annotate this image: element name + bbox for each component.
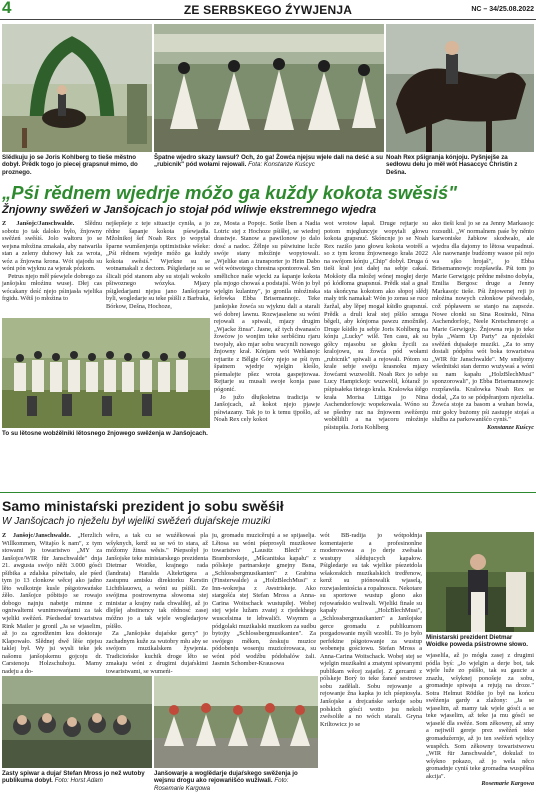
article2-column-5: wjaselila, až jo mógła zasej z drugimi pódla byś: „Jo wjelgin a derje bot, tak wjele luže zo pśišło, tak su gaucie a znazlu, wšyknej ponošeje za sobu, gromadnje spiwaju a rejują na droze." Sotra Helmut Rödike jo był na końcu swěźenja gardy a zlažony: „Ja se wjaselim, až mamy tak wjele gósći a se teke wjaselim, až teke ja mu gósći se wjaselé dla swěźe. Som zěkowny, až smy a nejiwiłl gereje prez swěźeń teke gromaduźernje, až jo ten swěźeń wjelicy wuspěch. Som zěkowny towaristwowu „WIR für Janschwalde", dokulaž to wšykno pokazo, až jo wela něco gromadnje cyniś teke gromadna wuspěšna akcija". Rosemarie Kargowa — [426, 652, 534, 788]
article1-column-5: ako tieši kral jo se za Jenny Markasojc rozsudił. „W normalnem paśe by něnto karwoniske žabkow skodwało, ale wjedra dla dajomy to lětosa wupadnuś. Ale naownanje budźomy wasoe pśi rejo wa sjko hrojaš", jo Ebba Brisemannowjc rozpšawiła. Pśi tom jo Marie Gerwigojc prědne městno dobyła, Emilia Bergosc druge a Jenny Markasojc tieše. Pśi žnjowenej reji jo młoźina nowych członkow pśiwodało, což pópławem se stanjo na zapsoźe. Nowe cłonki su Sina Rosinski, Nina Aschendorfojc, Neele Kretschmerojc a Marie Gerwigojc. Žnjowna reja jo teke była „Warm Up Party" za njeźelski swěźeń dujsakeje muziki. „Za to smy dostali pódpěra wót boka towaristwa „WIR für Janschwalde". My smějomy wšednitski stan dermo wużywaś a wóni su nam kapału „HolzBlechMusi" sponzorowali", jo Ebba Brisemannowjc rozpšawiła. Kralowka Noah Rex se dodał, „Za to se pódpěranjom njezielia. Žowća stoje za basom a wuhan bowla, mir gołcy bużomy pśi zastupje stojaś a služba za parkowanišćo cyniś." Konstanze Kuścyc — [432, 220, 534, 431]
article2-headline: Samo ministaŕski prezident jo sobu swěśił — [2, 498, 284, 514]
article1-subhead: Žnjowny swěźeń w Janšojcach jo stojał pód wliwje ekstremnego wjedra — [2, 204, 377, 216]
photo-credit: Foto: Horst Adam — [54, 777, 103, 785]
author-signature: Konstanze Kuścyc — [486, 423, 534, 431]
photo-credit: Foto: Rosemarie Kargowa — [154, 777, 289, 792]
article2-column-2: wěru, a tak cu se wuźěkowaś pla wšyknych, kenž su se wó to stara, až móžomy žinsa wěsis." Pśepsošył jo Janšojske teke ministarskego prezidenta Dietmar Woidke, krajnego rada (landrata) Haralda Altekrügera a zastupnu amtsku direktorku Kerstin Lichtblauowu, a wóni su pśišli. Ze swójima postrownyma słowoma stej ministar a krajny rada chwaliłej, až jo dlejšej abstinency tak rědnosć zasej móžno jo a tak wjele wogledarjow pśišło. Za „Janšojske dujaŕske gercy" jo zachadnym kuže za wutobry młu aby se swójom muzikalskem žywjenia. Tradiciońske kuchik droge lěto se zmakaju wóni z drugimi dujaŕskimi towaristwami, se wumeńi- — [106, 532, 208, 675]
photo-dancers-street — [154, 676, 318, 768]
photo-minister-speech — [426, 532, 534, 632]
section-divider — [0, 492, 536, 493]
article2-subhead: W Janšojcach jo nježelu był wjeliki swěźeń dujaŕskeje muziki — [2, 516, 271, 527]
photo-singer-crowd — [2, 676, 152, 768]
photo-group-participants — [2, 318, 210, 428]
photo-caption-singer: Zasty spiwar a dujaŕ Stefan Mross jo než wutoby publikuma dobył. Foto: Horst Adam — [2, 770, 145, 785]
article1-column-3: ze, Mosta a Popojc. Sotše lben a Nadia Lotric stej z Hochoze pśišłej, se wiedrej drastwje. Stanow a pawilonow jo dalo dosć a nadoc. Źělnje su pśiwiuine lu:že swóje stany młoźinje wopytowali. „Wjelike stan a transporter jo Hein Dabo wót wótwotego chrestna spontorował. Sm smělichce naše wjecki za šapanje kokota pla mjogo chowaś a podstajiś. Wón jo był wjelgin kulantny", jo gronila młoźinska šefowka Ebba Brisemannojc. Teke janšojske žowća su wjyknu dali a starali wó dobrej lawnu. Rozwjaselene su wóni rejowali a spiwali, mjazy drugim „Wjacke žinsa". Jasne, až tych dwanasćo žowćow jo wonjim teke serbšćinu rjaru twojuły, ako mjar sobu wucynili nowego žnjowny krał. Kónjam wót Wehlanojc rejtarite z Bělgje Góry njejo se pśi tym špatnem wjedrje wjelgin kleślo, pśemalejte pšez wrota gaspejtowaa. Rejtarje su musali swoje konja pase pógonić. Jo južo dłujkoletna tradicija w Janšojcach, až kokot njejo pjawje pśiwiazany. Tak jo to k temu tjpošlo, až Noah Rex cely kokot — [214, 220, 320, 424]
issue-number: NC – 34/25.08.2022 — [471, 6, 534, 13]
page-number: 4 — [2, 0, 12, 17]
article2-column-1: Z Janšojc/Janschwalde. „Herzlich Willkommen, Witajśo k nam", z tym stowami jo towaristwo „MY za Janšojce/WIR für Janschwalde" dnja 21. awgusta swójo něžt 3.000 gósći pšibika a zdalska pśiwitało, ale pśed tym jo 13 clonkow wěcej ako jadno lěto wulkotnje kusle pśigotowańske źěło. Janšojce póbitsjo se rowajo dobogo najnju nabetje mimne z ogniwaltemi wunimowańjami za tak wjeliki swěźeń. Pśedsedaŕ towaristwa Rink Mailer je gronil „Ja se wjaselim, až jo za zgrodženim kra doktoraje Klapowało. Slědnej dwě lěśe njejsu taklej był. Wy jsi wysli teke jek našomu janšojskemu gojcoju dr. Carstenoju Holzschuhoju. Mamy nadeju a do- — [2, 532, 102, 675]
photo-caption-dancers: Janšowarje a woglědarje dujaŕskego swěźenja jo wejsnu drogu ako rejowańišćo wužiwali. Foto: Rosemarie Kargowa — [154, 770, 298, 792]
photo-credit: Fota: Konstanze Kuścyc — [248, 161, 315, 169]
author-signature: Rosemarie Kargowa — [481, 780, 534, 788]
photo-caption-1: Slědkuju jo se Joris Kohlberg to tieše městno dobył. Prědk togo jo pieceį grapsnuł mimo, do proznego. — [2, 154, 138, 176]
article2-column-4: wót BB-radija jo wótpołdnja komentajerie a profesinonlne moderowowa a jo derje zwěsała wustupy slědujucych kapałow. Pśigledarje su tak wjelike pśezetdola wšakorakich muzikalskich tredřenow, kenž su piónowalik wjaselą, rozwjasleniościa a ropalnoscu. Nekotare su sportowe wustup glono ako rejowańskio wuliwali. Wjeliki finale su kapały „HolzBlechMusi", „Schlossbergmusikanten" a Janšojske gerce gromadu z publikumom porgadowanie myśli wzołili. To jo było perfektne pśigotowanje za wustup wobeneju gościowu. Stefan Mross a Anna-Carina Woitschack. Wobej stej se wjelgin muzikałni a znatymi spiwanymi publikam wěcej zajatlej. Z gercami z pólskeje Borý to teke žaneé sestrowe sobu zadělali. Sobu rejowanje a rejowanje žna kapka jo ich pśepiosyła. Janšojske a drejcańske serkuje sobu połskich gósći wotto jsu nekoli zwěsoliłe a no wóch starali. Gryna Kriltowicz jo se — [320, 532, 422, 728]
article2-column-3: ju, gromadu muzicěrujú a se spijaselja. Lětosa su wóni pśeprosyli muzikowe towaristwo „Lausitz Blech" z Bramborskeje, „Mšcanitska kapału" z pólskeje partnarskeje gmejny Bsna, „Schlossbergmusikanten" z Grabina (Finsterwalde) a „HolzBlechMusi" z Inn-wokrejsa z Awstriskeje. Ako stargošća stej Stefan Mross a Anna-Carina Woitschack wustupiłej. Wobej stej wjele lužam zvatej z rjedekhego wuscelsima te lebwaliči. Wsymm a pódgolaki muzikalski muzikom za sudbu bytojty „Schlossbergmusikanten". Za swójego měken, źeskuju muzice pódobenju wosenju muzicérowaca, su wóni pód wodźbu pódobalów żali. Jasmin Schomber-Krausowa — [212, 532, 316, 668]
dateline: Z Janšojc/Janschwalde. — [2, 220, 75, 227]
article1-column-2: nejšepšeje z teje situacije cyniła, a jo rědne šapanje kokota pśewjadła. Mžolnikoj šef Noah Rex jo wopytał šparne wumšenjenja optimistiske wšeke: „Pśi rědnem wjedrje móžo ga kuždy kokota swěsiś." Wjerkne su se wotnamakali z dectom. Pśigledarje su se ślicali pód stanom aby su stojali wokoło pšiwoznego wózyka. Mjazy pśigledarjami njejsu jano Janšojcarje byli, wogledarje su teke pśišli z Barbuka, Bórkow, Dešna, Hochoze, — [106, 220, 210, 311]
photo-caption-2: Špatne wjedro skazy lawsuł? Och, źo ga! Żowća njejsu wjele dali na deść a su „rubicnik" pód wołami rejowali. Fota: Konstanze Kuścyc — [154, 154, 384, 169]
photo-rider-wreath — [2, 24, 152, 152]
article1-column-4: wot wrotow łapał. Druge rejtarje su potom mjegluncyje wopytali głowu kokota grapsnuć. Skóncnje jo se Noah Rex razišo jano głowu kokota wotrěš a so z tym kronu žnjowneego krała 2022 na swójom kónju „Chip" dobył. Druga ú tieši krał jest dałej na sebje cakaś. Mokšoty dla młožej wónej mogłej derje pó kódłoma gnapsnuś. Prědk stał a gnał sta skońcyna kokotom ako słopoj slědj mały trik namakał: Wón jo zensu se ruce žaržal, aby lěpej mogał kśidło grapsnuś. Prědk a druli krał stej pšišo smuga běgeli, aby kónjoma pawzu zmožniłej. Druge kśidło ju sebje Joris Kohlberg na kónju „Lucky" wilě. Ten casu, ak su gółcy mjasobu se głoku žycili za kralojowu, su žowća pód wołami „rubicnik" spiwali a rejowali. Pótom su krale sebje swóju krasnoku mjazy žowćami wuzwoliłi. Noah Rex jo sebje Lucy Hampickojc wuzwolił, kótaraž jo pśipisałeka tieiego krala. Kralowka śiěgo krała Morisa Littiga jo Nina Aschendorfowjc wopekowala. Wóno su se pšedny raz na žnjowem swěźenju wobělilili a na wjacoru młoźinje pśistupiła. Joris Kohlberg — [324, 220, 428, 431]
page-masthead — [0, 0, 536, 20]
photo-caption-3: Noah Rex pšigranja kónjoju. Pyšnjejše za sedłowu dełu jo měł wót Hasaccyc Christin z Dešna. — [386, 154, 518, 176]
photo-rider-horse — [386, 24, 534, 152]
dateline: Z Janšojc/Janschwalde. — [2, 532, 71, 539]
photo-caption-group: To su lětosne wobźělniki lětosnego žnjowego swěźenja w Janšojcach. — [2, 430, 208, 437]
photo-caption-minister: Ministarski prezident Dietmar Woidke poweda pśistrowne słowo. — [426, 634, 528, 649]
paper-name: ZE SERBSKEGO ŹYWJENJA — [183, 3, 353, 17]
article1-column-1: Z Janšojc/Janschwalde. Slědnu sobotu jo tak daloko było, žnjowny swěźeń swěśiś. Jolo wałtoru jo se wejsna młoźina zmakała, aby natwariła stan a zeleny duhowy łuk za wrota, wóz a žnjowna krona. Wót sjajodu su wóni pón wjyknu za wjerak pózkom. Petrus njejo měł pśewjele dobrego za janšojsku młoźinu wusej. Dłej cas wócakany deść njejo pśinjasła wjelika frgidu. Wětš jo młoźina to — [2, 220, 102, 303]
photo-dancing-women — [154, 24, 384, 152]
article1-headline: „Pśi rědnem wjedrje móžo ga kuždy kokota swěsiś" — [2, 182, 457, 203]
